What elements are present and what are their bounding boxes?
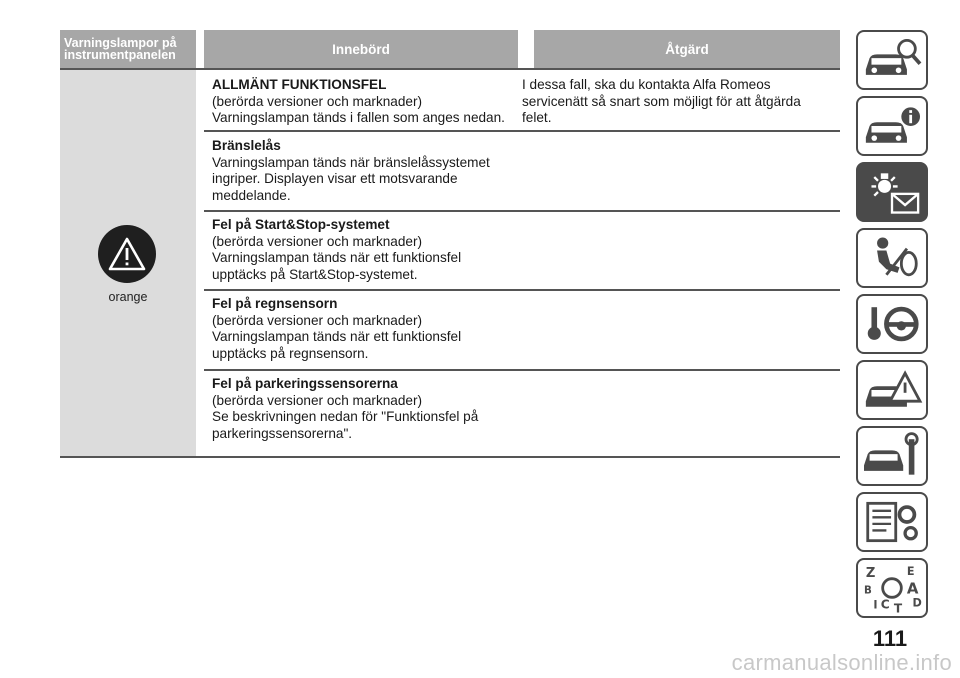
row-divider — [204, 130, 840, 132]
page-number: 111 — [872, 626, 908, 651]
row-text: parkeringssensorerna". — [212, 425, 353, 441]
svg-text:A: A — [906, 579, 919, 598]
svg-text:C: C — [880, 597, 890, 612]
row-general-fault-action — [522, 77, 840, 127]
svg-text:D: D — [912, 596, 922, 610]
row-rain-sensor-meaning — [212, 296, 522, 362]
steering-key-icon — [858, 296, 926, 352]
row-text: (berörda versioner och marknader) — [212, 93, 423, 109]
warning-triangle-icon — [98, 225, 156, 283]
svg-text:I: I — [873, 598, 878, 612]
header-warning-line1: Varningslampor på — [64, 36, 177, 50]
alphabet-index-icon — [858, 560, 926, 616]
row-title: Fel på Start&Stop-systemet — [212, 217, 390, 232]
tab-technical-data[interactable] — [856, 492, 928, 552]
row-title: Bränslelås — [212, 138, 281, 153]
row-title: Fel på regnsensorn — [212, 296, 338, 311]
header-warning-lamps — [60, 30, 196, 68]
row-text: Varningslampan tänds när ett funktionsfel — [212, 329, 462, 344]
row-fuel-lock-meaning — [212, 138, 522, 204]
svg-text:Z: Z — [865, 565, 876, 581]
row-title: ALLMÄNT FUNKTIONSFEL — [212, 77, 387, 92]
row-text: ingriper. Displayen visar ett motsvarande — [212, 171, 458, 186]
tab-emergency[interactable] — [856, 360, 928, 420]
svg-text:E: E — [906, 564, 915, 578]
row-text: Varningslampan tänds när bränslelåssystemet — [212, 154, 490, 170]
row-parking-sensors-meaning — [212, 376, 522, 442]
warning-lamp-column — [60, 70, 196, 457]
row-start-stop-meaning — [212, 217, 522, 283]
tab-starting-driving[interactable] — [856, 294, 928, 354]
svg-text:T: T — [893, 601, 903, 616]
row-title: Fel på parkeringssensorerna — [212, 376, 398, 391]
specs-gears-icon — [858, 494, 926, 550]
row-text: (berörda versioner och marknader) — [212, 233, 423, 249]
row-divider — [204, 289, 840, 291]
car-emergency-icon — [858, 362, 926, 418]
tab-car-search[interactable] — [856, 30, 928, 90]
row-text: (berörda versioner och marknader) — [212, 312, 423, 328]
car-info-icon — [858, 98, 926, 154]
row-text: Varningslampan tänds när ett funktionsfel — [212, 250, 462, 265]
action-text: servicenätt så snart som möjligt för att åtgärda — [522, 93, 801, 109]
row-text: Varningslampan tänds i fallen som anges nedan. — [212, 110, 505, 125]
car-search-icon — [858, 32, 926, 88]
table-bottom-line — [60, 456, 840, 458]
action-text: felet. — [522, 110, 552, 125]
tab-index[interactable] — [856, 558, 928, 618]
row-text: upptäcks på regnsensorn. — [212, 345, 369, 361]
header-action: Åtgärd — [534, 30, 840, 68]
row-text: meddelande. — [212, 187, 291, 203]
tab-warning-lights[interactable] — [856, 162, 928, 222]
row-divider — [204, 369, 840, 371]
watermark: carmanualsonline.info — [731, 650, 952, 675]
lamp-color-label: orange — [108, 290, 148, 304]
header-warning-line2: instrumentpanelen — [64, 48, 176, 62]
row-text: Se beskrivningen nedan för "Funktionsfel på — [212, 409, 479, 424]
car-service-icon — [858, 428, 926, 484]
row-text: upptäcks på Start&Stop-systemet. — [212, 266, 418, 282]
action-text: I dessa fall, ska du kontakta Alfa Romeos — [522, 77, 771, 92]
warning-light-message-icon — [858, 164, 926, 220]
tab-safety[interactable] — [856, 228, 928, 288]
tab-car-info[interactable] — [856, 96, 928, 156]
tab-maintenance[interactable] — [856, 426, 928, 486]
header-meaning: Innebörd — [204, 30, 518, 68]
row-divider — [204, 210, 840, 212]
row-general-fault-meaning — [212, 77, 518, 127]
row-text: (berörda versioner och marknader) — [212, 392, 423, 408]
seat-airbag-icon — [858, 230, 926, 286]
svg-text:B: B — [864, 584, 872, 597]
